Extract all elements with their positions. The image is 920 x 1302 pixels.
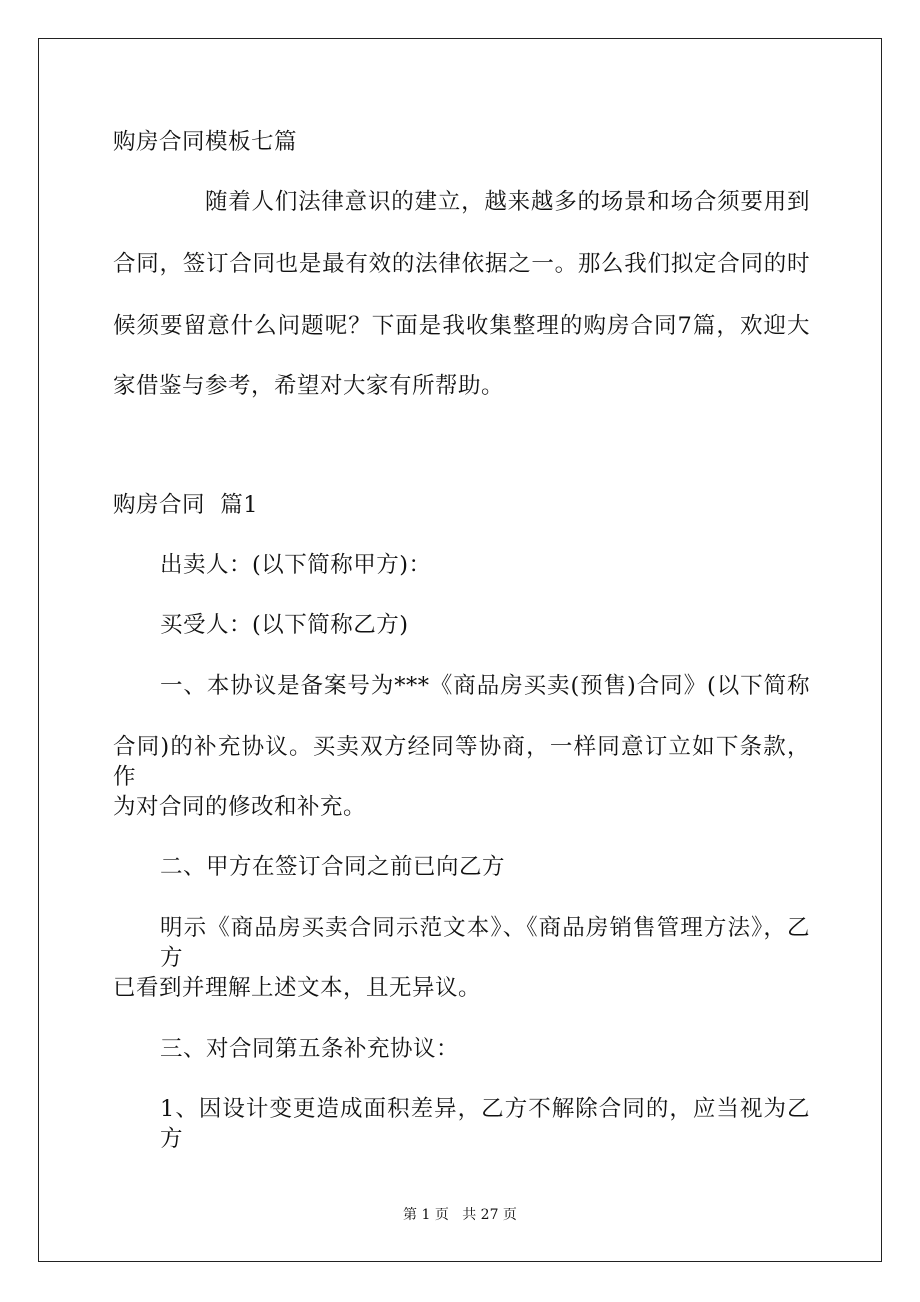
clause-three-item: 1、因设计变更造成面积差异，乙方不解除合同的，应当视为乙方 [160,1096,810,1152]
clause-one-line: 合同)的补充协议。买卖双方经同等协商，一样同意订立如下条款，作 [113,734,810,790]
body-line-buyer: 买受人：(以下简称乙方) [160,612,409,638]
intro-paragraph-line: 家借鉴与参考，希望对大家有所帮助。 [113,373,505,399]
clause-one-line: 为对合同的修改和补充。 [113,794,367,820]
document-title: 购房合同模板七篇 [113,129,298,155]
clause-three-heading: 三、对合同第五条补充协议： [160,1036,460,1062]
section-heading: 购房合同 篇1 [113,492,259,518]
page-number: 第 1 页 [403,1207,449,1223]
page-total: 共 27 页 [462,1207,517,1223]
clause-two-line: 已看到并理解上述文本，且无异议。 [113,975,482,1001]
clause-one-line: 一、本协议是备案号为***《商品房买卖(预售)合同》(以下简称 [160,673,810,699]
clause-two-line: 明示《商品房买卖合同示范文本》、《商品房销售管理方法》，乙方 [160,915,810,971]
body-line-seller: 出卖人：(以下简称甲方)： [160,552,432,578]
intro-paragraph-line: 随着人们法律意识的建立，越来越多的场景和场合须要用到 [205,189,810,215]
intro-paragraph-line: 候须要留意什么问题呢？下面是我收集整理的购房合同7篇，欢迎大 [113,313,810,339]
page-border [38,38,882,1262]
page-footer [0,1206,920,1224]
intro-paragraph-line: 合同，签订合同也是最有效的法律依据之一。那么我们拟定合同的时 [113,251,810,277]
clause-two-line: 二、甲方在签订合同之前已向乙方 [160,854,506,880]
